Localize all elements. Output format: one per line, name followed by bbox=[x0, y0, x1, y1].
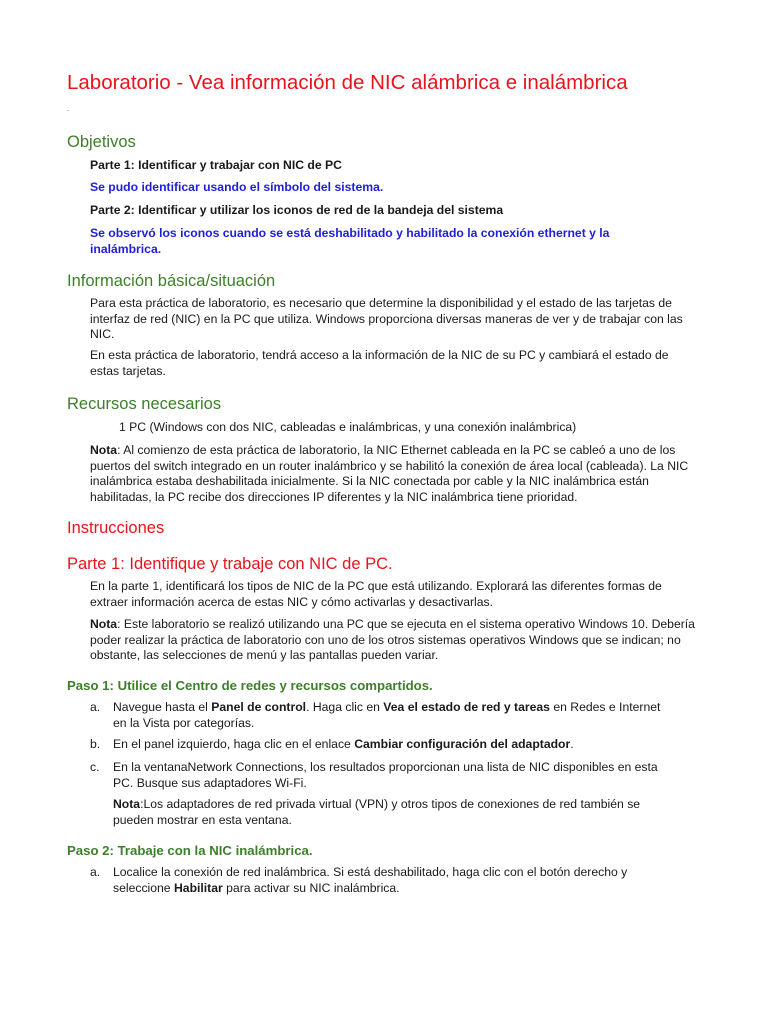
recursos-nota bbox=[90, 443, 695, 505]
page-title: Laboratorio - Vea información de NIC alámbrica e inalámbrica bbox=[67, 71, 628, 94]
info-heading: Información básica/situación bbox=[67, 272, 276, 290]
paso2-a-text bbox=[113, 865, 648, 896]
text-run: En el panel izquierdo, haga clic en el enlace bbox=[113, 737, 355, 751]
objetivos-heading: Objetivos bbox=[67, 133, 136, 151]
paso2-a-letter: a. bbox=[90, 865, 101, 879]
recursos-item: 1 PC (Windows con dos NIC, cableadas e inalámbricas, y una conexión inalámbrica) bbox=[119, 420, 577, 434]
objetivo-parte1: Parte 1: Identificar y trabajar con NIC de PC bbox=[90, 158, 342, 172]
parte1-nota bbox=[90, 617, 695, 664]
paso1-a-letter: a. bbox=[90, 700, 101, 714]
paso1-b-letter: b. bbox=[90, 737, 101, 751]
parte1-paragraph: En la parte 1, identificará los tipos de NIC de la PC que está utilizando. Explorará las diferentes formas de extraer información acerca de estas NIC y cómo activarlas y desactivarlas. bbox=[90, 579, 662, 609]
text-run: Navegue hasta el bbox=[113, 700, 212, 714]
nota-label: Nota bbox=[113, 797, 141, 811]
instrucciones-heading: Instrucciones bbox=[67, 519, 165, 537]
recursos-heading: Recursos necesarios bbox=[67, 395, 222, 413]
estado-red-text: Vea el estado de red y tareas bbox=[383, 700, 550, 714]
nota-label: Nota bbox=[90, 617, 118, 631]
paso1-heading: Paso 1: Utilice el Centro de redes y recursos compartidos. bbox=[67, 678, 433, 693]
text-run: en Redes e Internet en la Vista por categorías. bbox=[113, 700, 661, 730]
nota-text: : Este laboratorio se realizó utilizando una PC que se ejecuta en el sistema operativo Windows 10. Debería poder realizar la práctica de laboratorio con uno de los otros sistemas operativos Windows que se indican; no obstante, las selecciones de menú y las pantallas pueden variar. bbox=[90, 617, 695, 662]
text-run: . bbox=[570, 737, 574, 751]
parte1-heading: Parte 1: Identifique y trabaje con NIC de PC. bbox=[67, 555, 393, 573]
title-dot: . bbox=[67, 104, 70, 113]
nota-label: Nota bbox=[90, 443, 118, 457]
paso1-a-text bbox=[113, 700, 673, 731]
habilitar-text: Habilitar bbox=[173, 880, 223, 895]
text-run: para activar su NIC inalámbrica. bbox=[222, 880, 400, 895]
paso1-c-nota bbox=[113, 797, 673, 828]
paso1-c-text: En la ventanaNetwork Connections, los resultados proporcionan una lista de NIC disponibles en esta PC. Busque sus adaptadores Wi-Fi. bbox=[113, 760, 658, 790]
paso1-c-letter: c. bbox=[90, 760, 100, 774]
objetivo-parte2: Parte 2: Identificar y utilizar los iconos de red de la bandeja del sistema bbox=[90, 203, 504, 217]
panel-control-text: Panel de control bbox=[211, 700, 307, 714]
info-paragraph-2: En esta práctica de laboratorio, tendrá acceso a la información de la NIC de su PC y cambiará el estado de estas tarjetas. bbox=[90, 348, 669, 378]
nota-text: :Los adaptadores de red privada virtual (VPN) y otros tipos de conexiones de red también se pueden mostrar en esta ventana. bbox=[113, 797, 641, 827]
cambiar-config-text: Cambiar configuración del adaptador bbox=[354, 737, 571, 751]
paso1-b-text bbox=[113, 737, 693, 753]
objetivo-parte2-answer: Se observó los iconos cuando se está deshabilitado y habilitado la conexión ethernet y la inalámbrica. bbox=[90, 226, 610, 256]
nota-text: : Al comienzo de esta práctica de laboratorio, la NIC Ethernet cableada en la PC se cableó a uno de los puertos del switch integrado en un router inalámbrico y se habilitó la conexión de área local (cableada). La NIC inalámbrica estaba deshabilitada inicialmente. Si la NIC conectada por cable y la NIC inalámbrica están habilitadas, la PC recibe dos direcciones IP diferentes y la NIC inalámbrica tiene prioridad. bbox=[90, 443, 689, 504]
paso2-heading: Paso 2: Trabaje con la NIC inalámbrica. bbox=[67, 843, 313, 858]
info-paragraph-1: Para esta práctica de laboratorio, es necesario que determine la disponibilidad y el estado de las tarjetas de interfaz de red (NIC) en la PC que utiliza. Windows proporciona diversas maneras de ver y de trabajar con las NIC. bbox=[90, 296, 683, 341]
text-run: . Haga clic en bbox=[306, 700, 384, 714]
objetivo-parte1-answer: Se pudo identificar usando el símbolo del sistema. bbox=[90, 180, 384, 194]
text-run: Localice la conexión de red inalámbrica. Si está deshabilitado, haga clic con el botón derecho y seleccione bbox=[113, 865, 628, 895]
